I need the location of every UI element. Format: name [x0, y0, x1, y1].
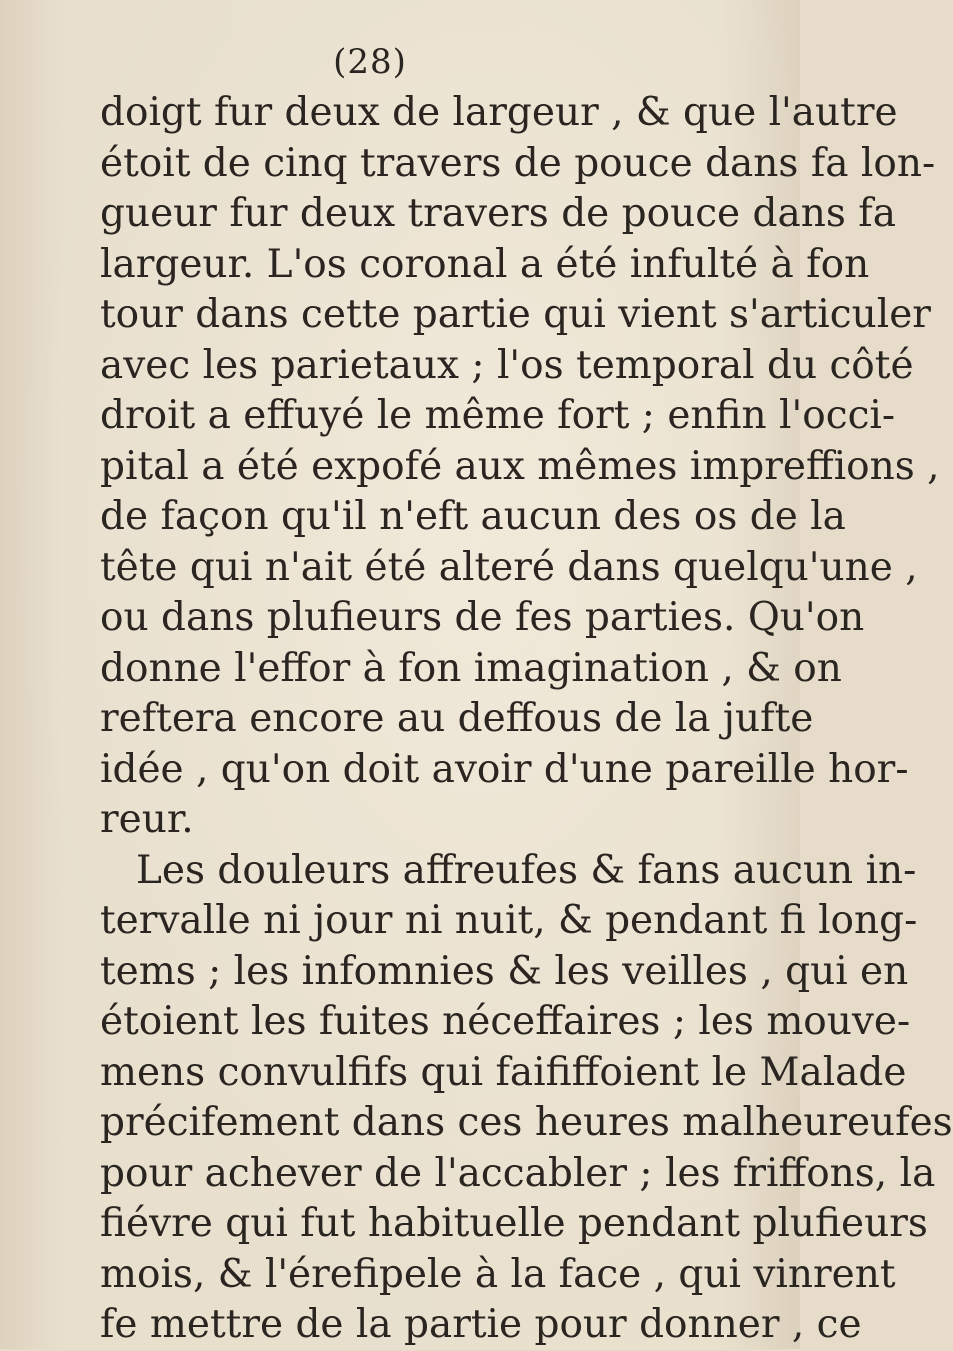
- text-line: donne l'effor à fon imagination , & on: [100, 645, 842, 691]
- text-line: étoient les fuites néceffaires ; les mouve-: [100, 999, 911, 1044]
- text-line: étoit de cinq travers de pouce dans fa lon-: [100, 140, 936, 186]
- text-line: reftera encore au deffous de la jufte: [100, 696, 814, 741]
- text-line: précifement dans ces heures malheureufes: [100, 1100, 953, 1145]
- body-text: [100, 88, 953, 1351]
- text-line: idée , qu'on doit avoir d'une pareille hor-: [100, 746, 909, 792]
- text-line: avec les parietaux ; l'os temporal du côté: [100, 342, 914, 388]
- text-line: droit a effuyé le même fort ; enfin l'occi-: [100, 393, 896, 438]
- text-line: fiévre qui fut habituelle pendant plufieurs: [100, 1201, 928, 1246]
- text-line: tête qui n'ait été alteré dans quelqu'une ,: [100, 544, 918, 590]
- text-line: tour dans cette partie qui vient s'articuler: [100, 292, 931, 337]
- text-line: mois, & l'érefipele à la face , qui vinrent: [100, 1251, 896, 1297]
- text-line: mens convulfifs qui faififfoient le Malade: [100, 1049, 907, 1095]
- text-line: tems ; les infomnies & les veilles , qui en: [100, 948, 909, 994]
- page-number: (28): [333, 42, 407, 82]
- text-line: tervalle ni jour ni nuit, & pendant fi long-: [100, 898, 918, 943]
- text-line: gueur fur deux travers de pouce dans fa: [100, 191, 896, 236]
- paragraph-start-line: Les douleurs affreufes & fans aucun in-: [136, 847, 917, 893]
- text-line: pital a été expofé aux mêmes impreffions ,: [100, 443, 940, 489]
- text-line: doigt fur deux de largeur , & que l'autre: [100, 90, 898, 135]
- text-line: fe mettre de la partie pour donner , ce: [100, 1302, 862, 1347]
- paragraph-end-line: reur.: [100, 797, 194, 842]
- text-line: ou dans plufieurs de fes parties. Qu'on: [100, 595, 865, 640]
- text-line: largeur. L'os coronal a été infulté à fon: [100, 241, 870, 287]
- text-line: pour achever de l'accabler ; les friffons, la: [100, 1150, 936, 1196]
- text-line: de façon qu'il n'eft aucun des os de la: [100, 494, 846, 539]
